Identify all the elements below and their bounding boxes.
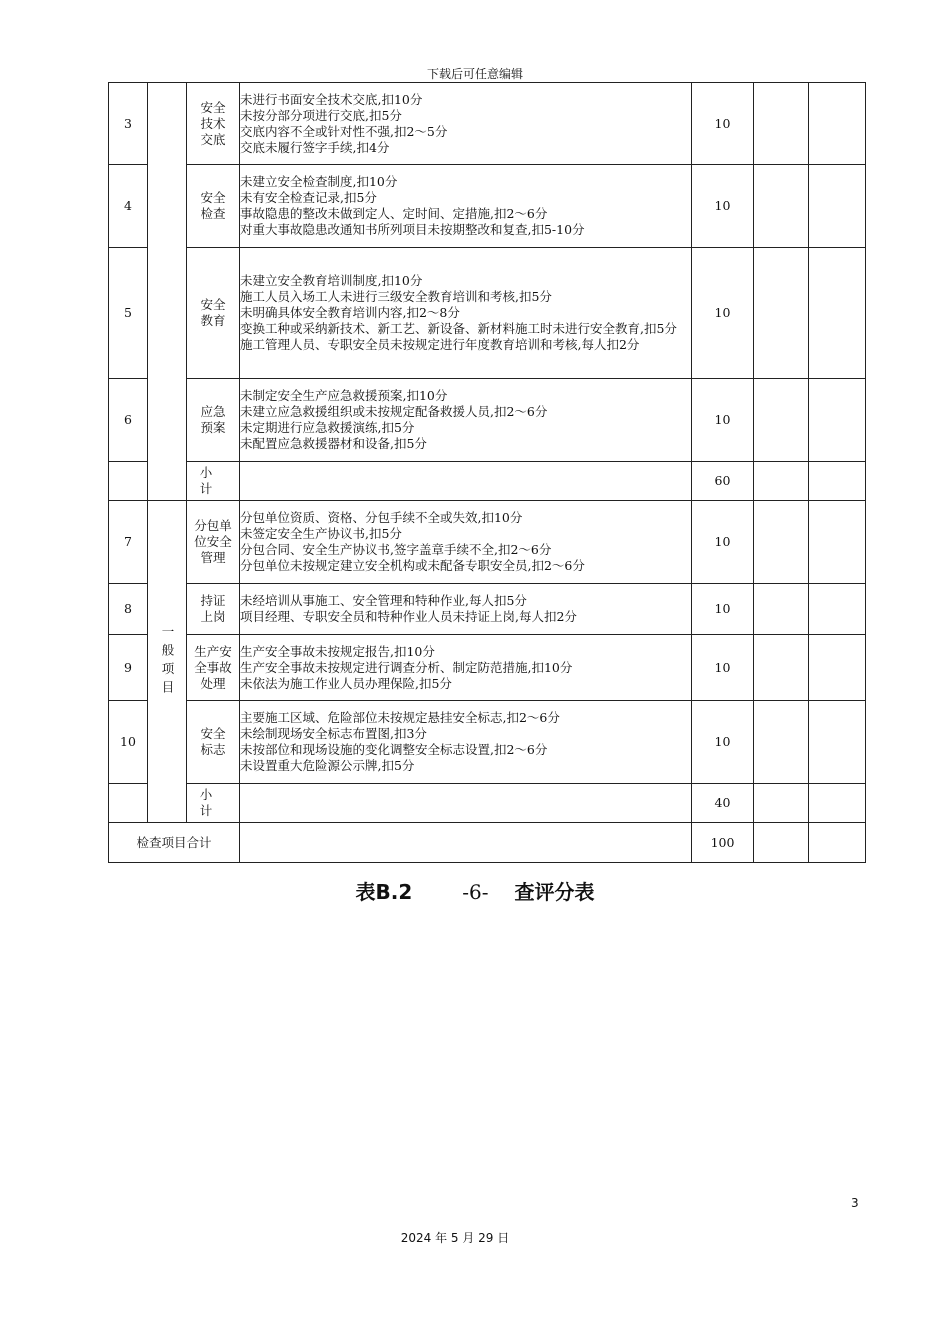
actual-score-cell bbox=[809, 248, 866, 379]
deduction-standards bbox=[240, 584, 692, 635]
table-row bbox=[109, 501, 866, 584]
actual-score-cell bbox=[809, 701, 866, 784]
deduction-standard: 未进行书面安全技术交底,扣10分 bbox=[240, 91, 423, 107]
check-item bbox=[187, 501, 240, 584]
check-item-line: 安全 bbox=[200, 297, 226, 312]
deduction-standard: 项目经理、专职安全员和特种作业人员未持证上岗,每人扣2分 bbox=[240, 609, 577, 624]
row-number: 3 bbox=[109, 83, 148, 165]
row-number: 9 bbox=[109, 635, 148, 701]
footer-date: 2024 年 5 月 29 日 bbox=[400, 1231, 510, 1245]
deducted-score-cell bbox=[754, 379, 809, 462]
deducted-score-cell bbox=[754, 165, 809, 248]
actual-score-cell bbox=[809, 784, 866, 823]
deduction-standard: 未绘制现场安全标志布置图,扣3分 bbox=[240, 726, 427, 741]
subtotal-score: 40 bbox=[692, 784, 754, 823]
deduction-standard: 事故隐患的整改未做到定人、定时间、定措施,扣2～6分 bbox=[240, 206, 548, 221]
subtotal-row bbox=[109, 462, 866, 501]
check-item bbox=[187, 83, 240, 165]
deduction-standard: 分包单位未按规定建立安全机构或未配备专职安全员,扣2～6分 bbox=[240, 558, 585, 573]
row-number: 8 bbox=[109, 584, 148, 635]
deduction-standard: 交底内容不全或针对性不强,扣2～5分 bbox=[240, 123, 448, 139]
score-cell: 10 bbox=[692, 584, 754, 635]
header-note: 下载后可任意编辑 bbox=[426, 67, 523, 81]
check-item bbox=[187, 635, 240, 701]
table-row bbox=[109, 83, 866, 165]
table-row bbox=[109, 248, 866, 379]
check-item-line: 持证 bbox=[200, 593, 226, 608]
subtotal-label: 小 计 bbox=[187, 784, 240, 823]
check-item bbox=[187, 165, 240, 248]
row-number: 6 bbox=[109, 379, 148, 462]
row-number: 7 bbox=[109, 501, 148, 584]
subtotal-standards bbox=[240, 784, 692, 823]
table-row bbox=[109, 701, 866, 784]
deduction-standard: 未建立安全检查制度,扣10分 bbox=[240, 174, 398, 189]
check-item bbox=[187, 379, 240, 462]
deduction-standards bbox=[240, 501, 692, 584]
deduction-standards bbox=[240, 635, 692, 701]
deduction-standard: 施工人员入场工人未进行三级安全教育培训和考核,扣5分 bbox=[240, 289, 552, 304]
deduction-standard: 未建立安全教育培训制度,扣10分 bbox=[240, 273, 423, 288]
deduction-standard: 未经培训从事施工、安全管理和特种作业,每人扣5分 bbox=[240, 593, 527, 608]
check-item-line: 检查 bbox=[200, 206, 226, 221]
actual-score-cell bbox=[809, 501, 866, 584]
check-item-line: 分包单 bbox=[194, 518, 232, 533]
deduction-standard: 生产安全事故未按规定报告,扣10分 bbox=[240, 643, 435, 659]
deduction-standard: 交底未履行签字手续,扣4分 bbox=[240, 139, 390, 155]
actual-score-cell bbox=[809, 635, 866, 701]
row-number bbox=[109, 784, 148, 823]
row-number: 10 bbox=[109, 701, 148, 784]
check-item-line: 处理 bbox=[200, 675, 226, 691]
score-cell: 10 bbox=[692, 165, 754, 248]
check-item-line: 应急 bbox=[200, 404, 226, 419]
deduction-standard: 变换工种或采纳新技术、新工艺、新设备、新材料施工时未进行安全教育,扣5分 bbox=[240, 321, 677, 336]
deduction-standard: 未设置重大危险源公示牌,扣5分 bbox=[240, 758, 415, 773]
score-cell: 10 bbox=[692, 83, 754, 165]
deduction-standard: 未建立应急救援组织或未按规定配备救援人员,扣2～6分 bbox=[240, 404, 548, 419]
actual-score-cell bbox=[809, 379, 866, 462]
score-cell: 10 bbox=[692, 248, 754, 379]
total-standards bbox=[240, 823, 692, 863]
check-item-line: 生产安 bbox=[194, 643, 232, 659]
deducted-score-cell bbox=[754, 83, 809, 165]
category-guarantee bbox=[148, 83, 187, 501]
deduction-standard: 未按部位和现场设施的变化调整安全标志设置,扣2～6分 bbox=[240, 742, 548, 757]
row-number: 5 bbox=[109, 248, 148, 379]
deduction-standard: 未有安全检查记录,扣5分 bbox=[240, 190, 377, 205]
check-item-line: 技术 bbox=[200, 115, 226, 131]
actual-score-cell bbox=[809, 83, 866, 165]
subtotal-score: 60 bbox=[692, 462, 754, 501]
total-row bbox=[109, 823, 866, 863]
score-cell: 10 bbox=[692, 501, 754, 584]
page-number: 3 bbox=[851, 1196, 859, 1210]
check-item bbox=[187, 248, 240, 379]
actual-score-cell bbox=[809, 165, 866, 248]
row-number: 4 bbox=[109, 165, 148, 248]
deducted-score-cell bbox=[754, 501, 809, 584]
deducted-score-cell bbox=[754, 784, 809, 823]
deduction-standard: 未配置应急救援器材和设备,扣5分 bbox=[240, 436, 427, 451]
row-number bbox=[109, 462, 148, 501]
deducted-score-cell bbox=[754, 823, 809, 863]
check-item-line: 位安全 bbox=[194, 534, 232, 549]
deduction-standard: 未定期进行应急救援演练,扣5分 bbox=[240, 420, 415, 435]
table-caption bbox=[0, 876, 950, 905]
check-item-line: 安全 bbox=[200, 190, 226, 205]
deduction-standard: 分包单位资质、资格、分包手续不全或失效,扣10分 bbox=[240, 510, 523, 525]
deducted-score-cell bbox=[754, 462, 809, 501]
check-item-line: 上岗 bbox=[200, 609, 226, 624]
deduction-standard: 未按分部分项进行交底,扣5分 bbox=[240, 107, 402, 123]
subtotal-standards bbox=[240, 462, 692, 501]
deduction-standard: 对重大事故隐患改通知书所列项目未按期整改和复查,扣5-10分 bbox=[240, 222, 585, 237]
deduction-standard: 生产安全事故未按规定进行调查分析、制定防范措施,扣10分 bbox=[240, 659, 573, 675]
deducted-score-cell bbox=[754, 248, 809, 379]
check-item-line: 预案 bbox=[200, 420, 226, 435]
table-row bbox=[109, 165, 866, 248]
actual-score-cell bbox=[809, 823, 866, 863]
score-table bbox=[108, 82, 866, 863]
caption-page-marker: -6- bbox=[462, 880, 489, 904]
total-label: 检查项目合计 bbox=[109, 823, 240, 863]
score-cell: 10 bbox=[692, 701, 754, 784]
deducted-score-cell bbox=[754, 584, 809, 635]
table-row bbox=[109, 635, 866, 701]
caption-table-number: 表B.2 bbox=[355, 880, 413, 904]
actual-score-cell bbox=[809, 584, 866, 635]
caption-title: 查评分表 bbox=[514, 880, 595, 904]
check-item-line: 全事故 bbox=[194, 659, 232, 675]
deduction-standard: 未签定安全生产协议书,扣5分 bbox=[240, 526, 402, 541]
check-item-line: 安全 bbox=[200, 726, 226, 741]
deduction-standards bbox=[240, 165, 692, 248]
deducted-score-cell bbox=[754, 701, 809, 784]
deduction-standard: 分包合同、安全生产协议书,签字盖章手续不全,扣2～6分 bbox=[240, 542, 552, 557]
deduction-standard: 未制定安全生产应急救援预案,扣10分 bbox=[240, 388, 448, 403]
check-item bbox=[187, 584, 240, 635]
subtotal-label: 小 计 bbox=[187, 462, 240, 501]
deduction-standards bbox=[240, 701, 692, 784]
score-cell: 10 bbox=[692, 379, 754, 462]
deduction-standards bbox=[240, 248, 692, 379]
deducted-score-cell bbox=[754, 635, 809, 701]
deduction-standard: 未依法为施工作业人员办理保险,扣5分 bbox=[240, 675, 452, 691]
deduction-standards bbox=[240, 379, 692, 462]
table-row bbox=[109, 584, 866, 635]
deduction-standard: 未明确具体安全教育培训内容,扣2～8分 bbox=[240, 305, 460, 320]
actual-score-cell bbox=[809, 462, 866, 501]
deduction-standards bbox=[240, 83, 692, 165]
score-cell: 10 bbox=[692, 635, 754, 701]
check-item-line: 标志 bbox=[200, 742, 226, 757]
deduction-standard: 主要施工区域、危险部位未按规定悬挂安全标志,扣2～6分 bbox=[240, 710, 560, 725]
subtotal-row bbox=[109, 784, 866, 823]
deduction-standard: 施工管理人员、专职安全员未按规定进行年度教育培训和考核,每人扣2分 bbox=[240, 337, 640, 352]
category-general: 一般项目 bbox=[148, 501, 187, 823]
check-item-line: 交底 bbox=[200, 131, 226, 147]
check-item bbox=[187, 701, 240, 784]
table-row bbox=[109, 379, 866, 462]
check-item-line: 管理 bbox=[200, 550, 226, 565]
check-item-line: 安全 bbox=[200, 99, 226, 115]
total-score: 100 bbox=[692, 823, 754, 863]
check-item-line: 教育 bbox=[200, 313, 226, 328]
